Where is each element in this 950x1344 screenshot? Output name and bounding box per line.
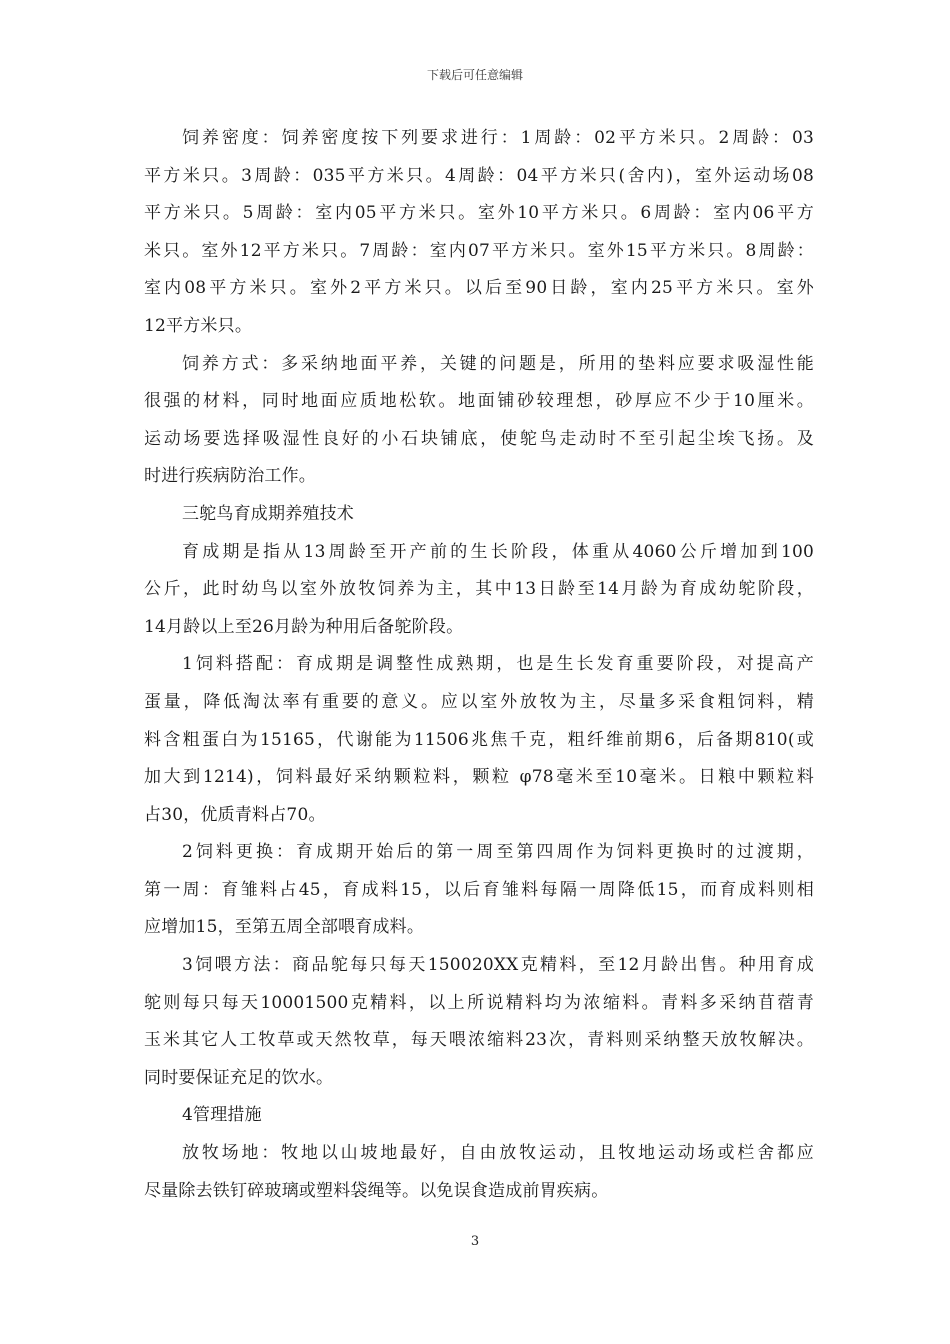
paragraph-line: 时进行疾病防治工作。 bbox=[144, 466, 316, 487]
paragraph-line: 玉米其它人工牧草或天然牧草，每天喂浓缩料23次，青料则采纳整天放牧解决。 bbox=[144, 1030, 814, 1051]
paragraph-line: 鸵则每只每天10001500克精料，以上所说精料均为浓缩料。青料多采纳苜蓿青 bbox=[144, 992, 814, 1013]
paragraph-line: 很强的材料，同时地面应质地松软。地面铺砂较理想，砂厚应不少于10厘米。 bbox=[144, 391, 814, 412]
paragraph-line: 同时要保证充足的饮水。 bbox=[144, 1067, 334, 1088]
paragraph-line: 3饲喂方法：商品鸵每只每天150020XX克精料，至12月龄出售。种用育成 bbox=[182, 955, 814, 976]
paragraph-line: 放牧场地：牧地以山坡地最好，自由放牧运动，且牧地运动场或栏舍都应 bbox=[182, 1143, 814, 1164]
paragraph-line: 1饲料搭配：育成期是调整性成熟期，也是生长发育重要阶段，对提高产 bbox=[182, 654, 814, 675]
paragraph-line: 加大到1214)，饲料最好采纳颗粒料，颗粒 φ78毫米至10毫米。日粮中颗粒料 bbox=[144, 767, 814, 788]
paragraph-line: 室内08平方米只。室外2平方米只。以后至90日龄，室内25平方米只。室外 bbox=[144, 278, 814, 299]
page-header: 下载后可任意编辑 bbox=[426, 68, 523, 82]
paragraph-line: 应增加15，至第五周全部喂育成料。 bbox=[144, 917, 425, 938]
paragraph-line: 育成期是指从13周龄至开产前的生长阶段，体重从4060公斤增加到100 bbox=[182, 541, 814, 562]
paragraph-line: 占30，优质青料占70。 bbox=[144, 804, 326, 825]
section-heading: 4管理措施 bbox=[182, 1105, 262, 1126]
paragraph-line: 平方米只。3周龄：035平方米只。4周龄：04平方米只(舍内)，室外运动场08 bbox=[144, 165, 814, 186]
document-body bbox=[144, 120, 814, 1210]
paragraph-line: 尽量除去铁钉碎玻璃或塑料袋绳等。以免误食造成前胃疾病。 bbox=[144, 1180, 609, 1201]
paragraph-line: 饲养密度：饲养密度按下列要求进行：1周龄：02平方米只。2周龄：03 bbox=[182, 128, 814, 148]
paragraph-line: 运动场要选择吸湿性良好的小石块铺底，使鸵鸟走动时不至引起尘埃飞扬。及 bbox=[144, 428, 814, 449]
paragraph-line: 蛋量，降低淘汰率有重要的意义。应以室外放牧为主，尽量多采食粗饲料，精 bbox=[144, 691, 814, 712]
section-heading: 三鸵鸟育成期养殖技术 bbox=[182, 503, 354, 524]
paragraph-line: 平方米只。5周龄：室内05平方米只。室外10平方米只。6周龄：室内06平方 bbox=[144, 203, 814, 224]
paragraph-line: 公斤，此时幼鸟以室外放牧饲养为主，其中13日龄至14月龄为育成幼鸵阶段， bbox=[144, 579, 814, 600]
paragraph-line: 12平方米只。 bbox=[144, 315, 253, 336]
paragraph-line: 2饲料更换：育成期开始后的第一周至第四周作为饲料更换时的过渡期， bbox=[182, 842, 814, 863]
page-number: 3 bbox=[470, 1234, 480, 1249]
paragraph-line: 14月龄以上至26月龄为种用后备鸵阶段。 bbox=[144, 616, 464, 637]
paragraph-line: 料含粗蛋白为15165，代谢能为11506兆焦千克，粗纤维前期6，后备期810(或 bbox=[144, 729, 814, 750]
paragraph-line: 饲养方式：多采纳地面平养，关键的问题是，所用的垫料应要求吸湿性能 bbox=[182, 353, 814, 374]
paragraph-line: 第一周：育雏料占45，育成料15，以后育雏料每隔一周降低15，而育成料则相 bbox=[144, 879, 814, 900]
paragraph-line: 米只。室外12平方米只。7周龄：室内07平方米只。室外15平方米只。8周龄： bbox=[144, 240, 814, 261]
